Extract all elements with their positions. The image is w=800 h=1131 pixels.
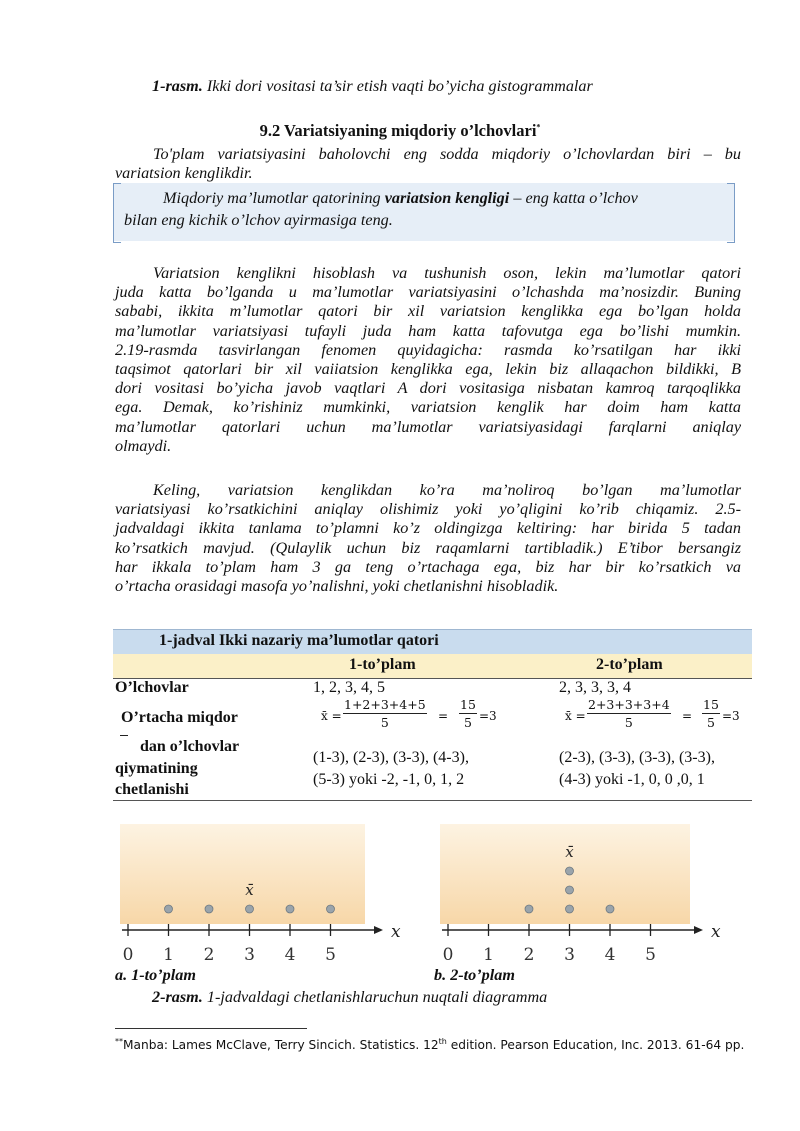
mean-label: x̄ [565, 843, 574, 861]
paragraph-line: ma’lumotlar qatorlari uchun ma’lumotlar variatsiyasidagi farqlarni aniqlay [115, 417, 741, 436]
data-point [566, 905, 574, 913]
paragraph-line: 2.19-rasmda tasvirlangan fenomen quyidagicha: rasmda ko’rsatilgan har ikki [115, 340, 741, 359]
data-point [246, 905, 254, 913]
fraction-numerator: 1+2+3+4+5 [344, 697, 426, 712]
data-point [566, 867, 574, 875]
x-tick-label: 4 [604, 945, 616, 965]
x-tick-label: 4 [284, 945, 296, 965]
mean-xbar-1: x̄ = [321, 709, 342, 723]
footnote-text: Manba: Lames McClave, Terry Sincich. Statistics. 12 [123, 1038, 439, 1053]
section-heading-text: 9.2 Variatsiyaning miqdoriy o’lchovlari [259, 121, 537, 140]
figure-2-text: 1-jadvaldagi chetlanishlaruchun nuqtali diagramma [202, 988, 548, 1006]
mean-result-1: =3 [479, 709, 497, 723]
paragraph-line: Variatsion kenglikni hisoblash va tushunish oson, lekin ma’lumotlar qatori [153, 264, 741, 282]
definition-text: – eng katta o’lchov [509, 189, 638, 207]
figure-1-label: 1-rasm. [152, 77, 203, 95]
paragraph-line: taqsimot qatorlari bir xil vaiiatsion kenglikka ega, lekin biz allaqachon bildikki, B [115, 360, 741, 379]
definition-line-2: bilan eng kichik o’lchov ayirmasiga teng. [124, 211, 393, 229]
x-tick-label: 5 [325, 945, 336, 965]
data-point [205, 905, 213, 913]
paragraph-line: o’rtacha orasidagi masofa yo’nalishni, yoki chetlanishni hisobladik. [115, 577, 559, 596]
x-tick-label: 1 [163, 945, 174, 965]
figure-2-label: 2-rasm. [152, 988, 203, 1006]
paragraph-line: ma’lumotlar variatsiyasi tufayli juda ham katta tafovutga ega bo’lishi mumkin. [115, 321, 741, 340]
row-label-deviation-3: chetlanishi [115, 781, 189, 798]
fraction-numerator: 2+3+3+3+4 [588, 697, 670, 712]
definition-bracket-right [727, 183, 735, 243]
table-caption-row [113, 629, 752, 654]
fraction-denominator: 5 [624, 715, 633, 730]
data-point [606, 905, 614, 913]
overline-mark [120, 735, 128, 736]
mean-xbar-2: x̄ = [565, 709, 586, 723]
mean-eq-2: = [682, 709, 693, 723]
paragraph-line: olmaydi. [115, 436, 172, 455]
x-axis-label: x [711, 922, 721, 942]
plot-b-subtitle: b. 2-to’plam [434, 966, 515, 984]
paragraph-line: ega. Demak, ko’rishiniz mumkinki, variatsion kenglik har doim ham katta [115, 398, 741, 417]
data-point [165, 905, 173, 913]
data-point [327, 905, 335, 913]
definition-bracket-left [113, 183, 121, 243]
table-caption: 1-jadval Ikki nazariy ma’lumotlar qatori [159, 632, 439, 649]
dot-plot-a [120, 824, 401, 965]
paragraph-line: ko’rsatkich mavjud. (Qulaylik uchun biz raqamlarni tartibladik.) E’tibor bersangiz [115, 538, 741, 557]
x-tick-label: 0 [442, 945, 454, 965]
mean-result-2: =3 [722, 709, 740, 723]
fraction-denominator: 5 [380, 715, 389, 730]
section-heading [0, 121, 800, 141]
plot-a-subtitle: a. 1-to’plam [115, 966, 196, 984]
measurements-set-2: 2, 3, 3, 3, 4 [559, 679, 631, 696]
paragraph-line: juda katta bo’lganda u ma’lumotlar variatsiyasini o’lchashda ma’nosizdir. Buning [115, 283, 741, 302]
paragraph-1 [115, 264, 741, 456]
footnote [115, 1037, 744, 1052]
intro-line: variatsion kenglikdir. [115, 164, 253, 183]
paragraph-line: sababi, ikkita m’lumotlar qatori bir xil variatsion kenglikka ega bo’lgan holda [115, 302, 741, 321]
footnote-sup: th [438, 1037, 447, 1046]
x-tick-label: 5 [645, 945, 656, 965]
definition-term: variatsion kengligi [384, 189, 510, 207]
paragraph-line: Keling, variatsion kenglikdan ko’ra ma’noliroq bo’lgan ma’lumotlar [153, 481, 741, 499]
mean-sum-fraction-2 [702, 697, 720, 731]
definition-box [113, 183, 735, 241]
row-label-deviation-2: qiymatining [115, 760, 198, 777]
x-tick-label: 3 [564, 945, 575, 965]
definition-text: Miqdoriy ma’lumotlar qatorining [163, 189, 385, 207]
table-bottom-rule [113, 800, 752, 801]
row-label-mean: O’rtacha miqdor [121, 709, 238, 726]
data-point [566, 886, 574, 894]
footnote-mark: ** [115, 1037, 123, 1046]
table-header-row [113, 654, 752, 679]
deviation-set-1-line-1: (1-3), (2-3), (3-3), (4-3), [313, 749, 469, 766]
deviation-set-2-line-2: (4-3) yoki -1, 0, 0 ,0, 1 [559, 771, 705, 788]
section-heading-mark: * [536, 122, 541, 132]
figure-1-caption [152, 77, 593, 96]
x-tick-label: 0 [122, 945, 134, 965]
fraction-numerator: 15 [703, 697, 719, 712]
intro-paragraph [115, 145, 741, 183]
row-label-measurements: O’lchovlar [115, 679, 189, 696]
fraction-numerator: 15 [460, 697, 476, 712]
paragraph-line: jadvaldagi ikkita tanlama to’plamni ko’z oldingizga keltiring: har birida 5 tadan [115, 519, 741, 538]
figure-2-caption [152, 988, 547, 1007]
x-axis-arrow [374, 926, 383, 934]
mean-eq-1: = [438, 709, 449, 723]
mean-sum-fraction-1 [459, 697, 477, 731]
fraction-denominator: 5 [463, 715, 472, 730]
mean-fraction-1 [343, 697, 427, 731]
plot-background [440, 824, 690, 924]
x-axis-arrow [694, 926, 703, 934]
dot-plot-b [440, 824, 721, 965]
definition-line-1 [163, 189, 638, 208]
footnote-text-end: edition. Pearson Education, Inc. 2013. 61-64 pp. [446, 1038, 745, 1053]
measurements-set-1: 1, 2, 3, 4, 5 [313, 679, 385, 696]
table-header-col1: 1-to’plam [349, 656, 416, 673]
row-label-deviation-1: dan o’lchovlar [140, 738, 240, 755]
figure-1-text: Ikki dori vositasi ta’sir etish vaqti bo’yicha gistogrammalar [202, 77, 593, 95]
footnote-rule [115, 1028, 307, 1029]
x-tick-label: 1 [483, 945, 494, 965]
table-header-col2: 2-to’plam [596, 656, 663, 673]
data-point [525, 905, 533, 913]
mean-fraction-2 [587, 697, 671, 731]
x-axis-label: x [391, 922, 401, 942]
x-tick-label: 2 [523, 945, 535, 965]
x-tick-label: 3 [244, 945, 255, 965]
mean-label: x̄ [245, 881, 254, 899]
paragraph-line: variatsiyasi ko’rsatkichini aniqlay olishimiz yoki yo’qligini ko’rib chiqamiz. 2.5- [115, 500, 741, 519]
paragraph-line: har ikkala to’plam ham 3 ga teng o’rtachaga ega, biz har bir ko’rsatkich va [115, 557, 741, 576]
data-point [286, 905, 294, 913]
paragraph-2 [115, 481, 741, 596]
deviation-set-1-line-2: (5-3) yoki -2, -1, 0, 1, 2 [313, 771, 465, 788]
paragraph-line: dori vositasi bo’yicha javob vaqtlari A dori vositasiga nisbatan kamroq tarqoqlikka [115, 379, 741, 398]
fraction-denominator: 5 [706, 715, 715, 730]
intro-line: To'plam variatsiyasini baholovchi eng sodda miqdoriy o’lchovlardan biri – bu [153, 145, 741, 163]
x-tick-label: 2 [203, 945, 215, 965]
dot-plots [110, 820, 750, 968]
deviation-set-2-line-1: (2-3), (3-3), (3-3), (3-3), [559, 749, 715, 766]
